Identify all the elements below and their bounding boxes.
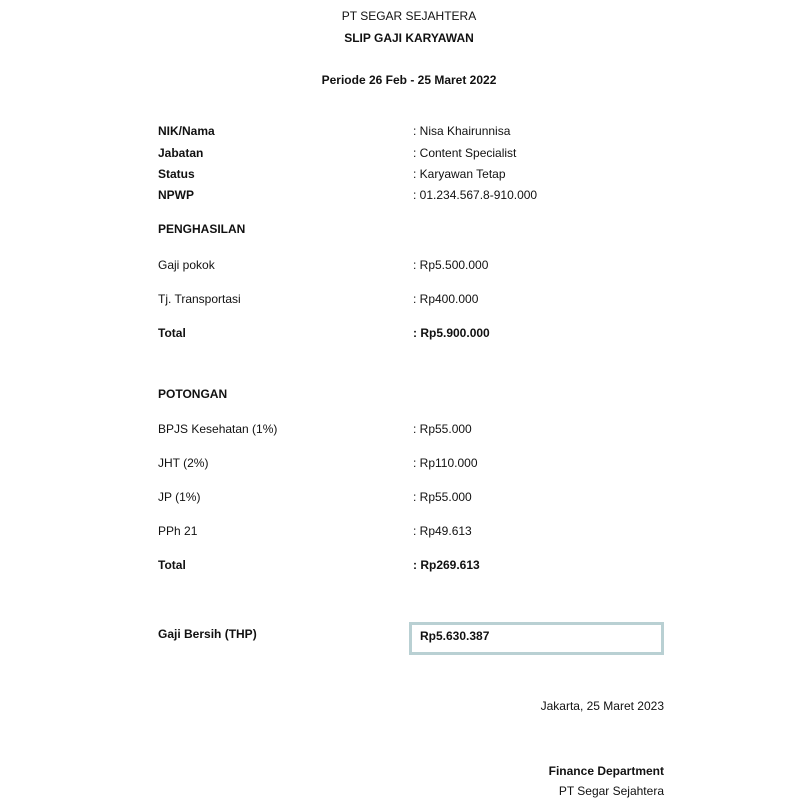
deduction-item-label: JP (1%): [158, 490, 201, 504]
income-total-value: : Rp5.900.000: [413, 326, 490, 340]
income-item-value: : Rp5.500.000: [413, 258, 489, 272]
income-item-label: Tj. Transportasi: [158, 292, 241, 306]
income-item-label: Gaji pokok: [158, 258, 215, 272]
place-date: Jakarta, 25 Maret 2023: [540, 699, 664, 713]
deductions-heading: POTONGAN: [158, 387, 228, 401]
deduction-item-value: : Rp55.000: [413, 422, 472, 436]
deduction-item-label: PPh 21: [158, 524, 198, 538]
signatory-company: PT Segar Sejahtera: [558, 784, 664, 798]
document-title: SLIP GAJI KARYAWAN: [344, 31, 474, 45]
deduction-item-value: : Rp110.000: [413, 456, 478, 470]
income-heading: PENGHASILAN: [158, 222, 246, 236]
net-salary-label: Gaji Bersih (THP): [158, 627, 257, 641]
deductions-total-label: Total: [158, 558, 186, 572]
signatory-department: Finance Department: [548, 764, 664, 778]
nik-label: NIK/Nama: [158, 124, 215, 138]
company-name: PT SEGAR SEJAHTERA: [341, 9, 477, 23]
deduction-item-value: : Rp49.613: [413, 524, 472, 538]
status-value: : Karyawan Tetap: [413, 167, 506, 181]
pay-period: Periode 26 Feb - 25 Maret 2022: [321, 73, 497, 87]
deduction-item-label: JHT (2%): [158, 456, 209, 470]
status-label: Status: [158, 167, 195, 181]
net-salary-box: [409, 622, 664, 655]
npwp-label: NPWP: [158, 188, 194, 202]
jabatan-label: Jabatan: [158, 146, 204, 160]
deduction-item-label: BPJS Kesehatan (1%): [158, 422, 278, 436]
net-salary-value: Rp5.630.387: [420, 629, 490, 643]
deductions-total-value: : Rp269.613: [413, 558, 480, 572]
npwp-value: : 01.234.567.8-910.000: [413, 188, 538, 202]
jabatan-value: : Content Specialist: [413, 146, 517, 160]
deduction-item-value: : Rp55.000: [413, 490, 472, 504]
income-item-value: : Rp400.000: [413, 292, 479, 306]
income-total-label: Total: [158, 326, 186, 340]
nik-value: : Nisa Khairunnisa: [413, 124, 511, 138]
